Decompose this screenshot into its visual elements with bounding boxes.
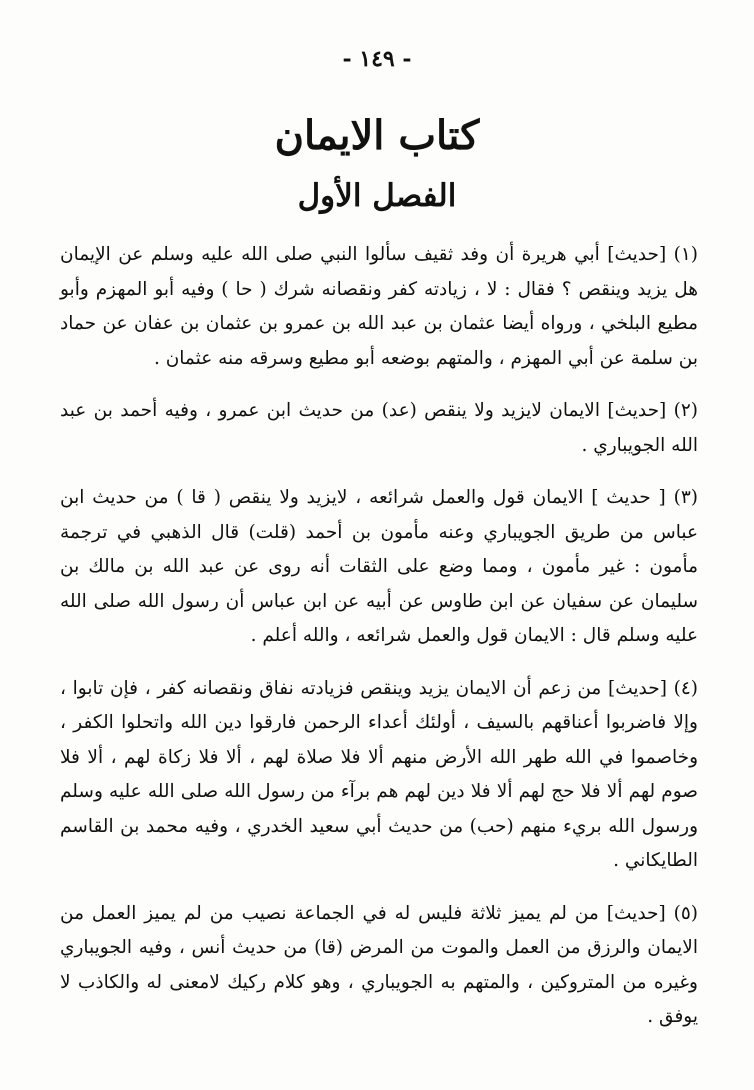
hadith-label: [حديث] [607,244,667,265]
hadith-text: الايمان قول والعمل شرائعه ، لايزيد ولا ينقص ( قا ) من حديث ابن عباس من طريق الجويباري وعنه مأمون بن أحمد (قلت) قال الذهبي في ترجمة مأمون : غير مأمون ، ومما وضع على الثقات أنه روى عن عبد الله بن مالك بن سليمان عن سفيان عن ابن طاوس عن أبيه عن ابن عباس أن رسول الله صلى الله عليه وسلم قال : الايمان قول والعمل شرائعه ، والله أعلم . [60,487,698,646]
hadith-label: [حديث] [606,902,666,924]
hadith-paragraph-1 [60,238,698,376]
hadith-paragraph-2 [60,394,698,463]
hadith-number: (٤) [673,677,698,699]
hadith-text: أبي هريرة أن وفد ثقيف سألوا النبي صلى الله عليه وسلم عن الإيمان هل يزيد وينقص ؟ فقال : لا ، زيادته كفر ونقصانه شرك ( حا ) وفيه أبو المهزم وأبو مطيع البلخي ، ورواه أيضا عثمان بن عبد الله بن عمرو بن عثمان بن عفان عن حماد بن سلمة عن أبي المهزم ، والمتهم بوضعه أبو مطيع وسرقه منه عثمان . [60,244,698,369]
hadith-paragraph-4 [60,672,698,879]
book-title: كتاب الايمان [274,112,480,159]
hadith-label: [ حديث ] [591,487,666,508]
hadith-paragraph-3 [60,481,698,654]
hadith-label: [حديث] [607,400,667,421]
hadith-label: [حديث] [608,677,667,699]
chapter-title: الفصل الأول [297,178,457,214]
hadith-paragraph-5 [60,897,698,1035]
hadith-number: (٣) [673,487,698,508]
hadith-text: الايمان لايزيد ولا ينقص (عد) من حديث ابن عمرو ، وفيه أحمد بن عبد الله الجويباري . [60,400,698,456]
text-body [60,238,698,1053]
page-number: - ١٤٩ - [342,46,412,72]
hadith-number: (٢) [673,400,698,421]
hadith-number: (١) [673,244,698,265]
hadith-text: من زعم أن الايمان يزيد وينقص فزيادته نفاق ونقصانه كفر ، فإن تابوا ، وإلا فاضربوا أعناقهم بالسيف ، أولئك أعداء الرحمن فارقوا دين الله واتحلوا الكفر ، وخاصموا في الله طهر الله الأرض منهم ألا فلا صلاة لهم ، ألا فلا زكاة لهم ، ألا فلا صوم لهم ألا فلا حج لهم ألا فلا دين لهم هم برآء من رسول الله صلى الله عليه وسلم ورسول الله بريء منهم (حب) من حديث أبي سعيد الخدري ، وفيه محمد بن القاسم الطايكاني . [60,677,699,871]
hadith-number: (٥) [673,902,698,924]
hadith-text: من لم يميز ثلاثة فليس له في الجماعة نصيب من لم يميز العمل من الايمان والرزق من العمل والموت من المرض (قا) من حديث أنس ، وفيه الجويباري وغيره من المتروكين ، والمتهم به الجويباري ، وهو كلام ركيك لامعنى له والكاذب لا يوفق . [60,902,698,1027]
